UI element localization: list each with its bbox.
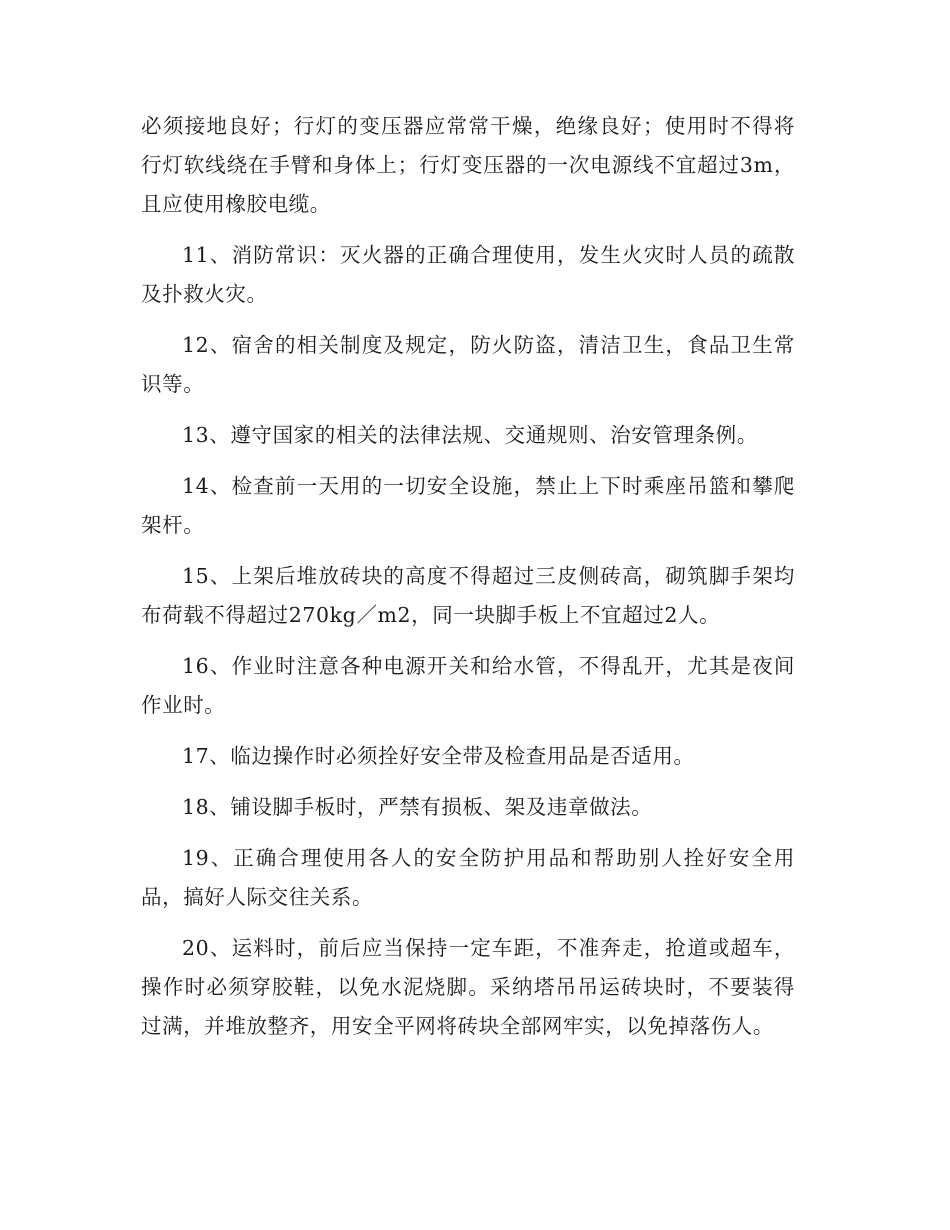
paragraph-continuation: 必须接地良好；行灯的变压器应常常干燥，绝缘良好；使用时不得将行灯软线绕在手臂和身体上；行灯变压器的一次电源线不宜超过3m，且应使用橡胶电缆。 bbox=[141, 114, 795, 216]
paragraph-item-12: 12、宿舍的相关制度及规定，防火防盗，清洁卫生，食品卫生常识等。 bbox=[141, 333, 795, 396]
paragraph-item-20: 20、运料时，前后应当保持一定车距，不准奔走，抢道或超车，操作时必须穿胶鞋，以免水泥烧脚。采纳塔吊吊运砖块时，不要装得过满，并堆放整齐，用安全平网将砖块全部网牢实，以免掉落伤人。 bbox=[141, 936, 795, 1038]
paragraph-item-18: 18、铺设脚手板时，严禁有损板、架及违章做法。 bbox=[182, 795, 653, 819]
document-body bbox=[141, 107, 795, 1058]
paragraph-item-16: 16、作业时注意各种电源开关和给水管，不得乱开，尤其是夜间作业时。 bbox=[141, 654, 795, 717]
paragraph-item-17: 17、临边操作时必须拴好安全带及检查用品是否适用。 bbox=[182, 744, 695, 768]
paragraph-item-14: 14、检查前一天用的一切安全设施，禁止上下时乘座吊篮和攀爬架杆。 bbox=[141, 474, 795, 537]
paragraph-item-19: 19、正确合理使用各人的安全防护用品和帮助别人拴好安全用品，搞好人际交往关系。 bbox=[141, 846, 795, 909]
paragraph-item-11: 11、消防常识：灭火器的正确合理使用，发生火灾时人员的疏散及扑救火灾。 bbox=[141, 243, 795, 306]
paragraph-item-13: 13、遵守国家的相关的法律法规、交通规则、治安管理条例。 bbox=[182, 423, 758, 447]
paragraph-item-15: 15、上架后堆放砖块的高度不得超过三皮侧砖高，砌筑脚手架均布荷载不得超过270kg／m2，同一块脚手板上不宜超过2人。 bbox=[141, 564, 795, 627]
